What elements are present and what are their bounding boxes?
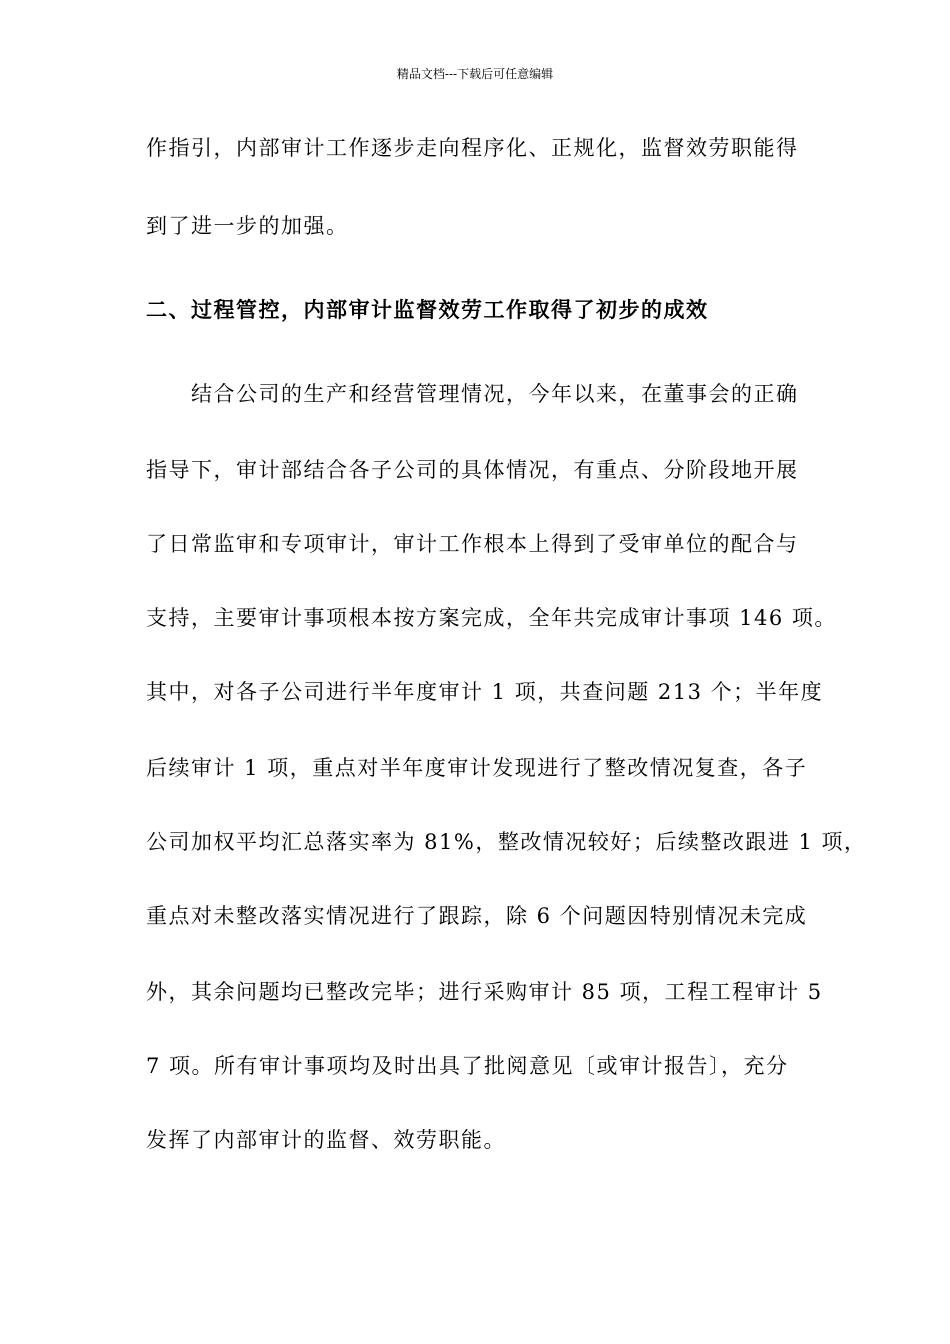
- paragraph-line: 外，其余问题均已整改完毕；进行采购审计 85 项，工程工程审计 5: [146, 980, 823, 1004]
- paragraph-line: 7 项。所有审计事项均及时出具了批阅意见〔或审计报告〕，充分: [146, 1054, 789, 1078]
- paragraph-line: 支持，主要审计事项根本按方案完成，全年共完成审计事项 146 项。: [146, 606, 837, 630]
- paragraph-line: 重点对未整改落实情况进行了跟踪，除 6 个问题因特别情况未完成: [146, 904, 808, 928]
- paragraph-line: 其中，对各子公司进行半年度审计 1 项，共查问题 213 个；半年度: [146, 680, 824, 704]
- paragraph-line: 到了进一步的加强。: [146, 214, 349, 238]
- page-header: 精品文档---下载后可任意编辑: [396, 67, 554, 81]
- paragraph-line: 指导下，审计部结合各子公司的具体情况，有重点、分阶段地开展: [146, 458, 799, 482]
- paragraph-line: 作指引，内部审计工作逐步走向程序化、正规化，监督效劳职能得: [146, 136, 799, 160]
- paragraph-line: 后续审计 1 项，重点对半年度审计发现进行了整改情况复查，各子: [146, 756, 808, 780]
- section-heading: 二、过程管控，内部审计监督效劳工作取得了初步的成效: [146, 297, 709, 322]
- paragraph-line: 了日常监审和专项审计，审计工作根本上得到了受审单位的配合与: [146, 532, 799, 556]
- paragraph-line: 公司加权平均汇总落实率为 81%，整改情况较好；后续整改跟进 1 项，: [146, 830, 867, 854]
- paragraph-line: 结合公司的生产和经营管理情况，今年以来，在董事会的正确: [146, 382, 799, 406]
- paragraph-line: 发挥了内部审计的监督、效劳职能。: [146, 1128, 506, 1152]
